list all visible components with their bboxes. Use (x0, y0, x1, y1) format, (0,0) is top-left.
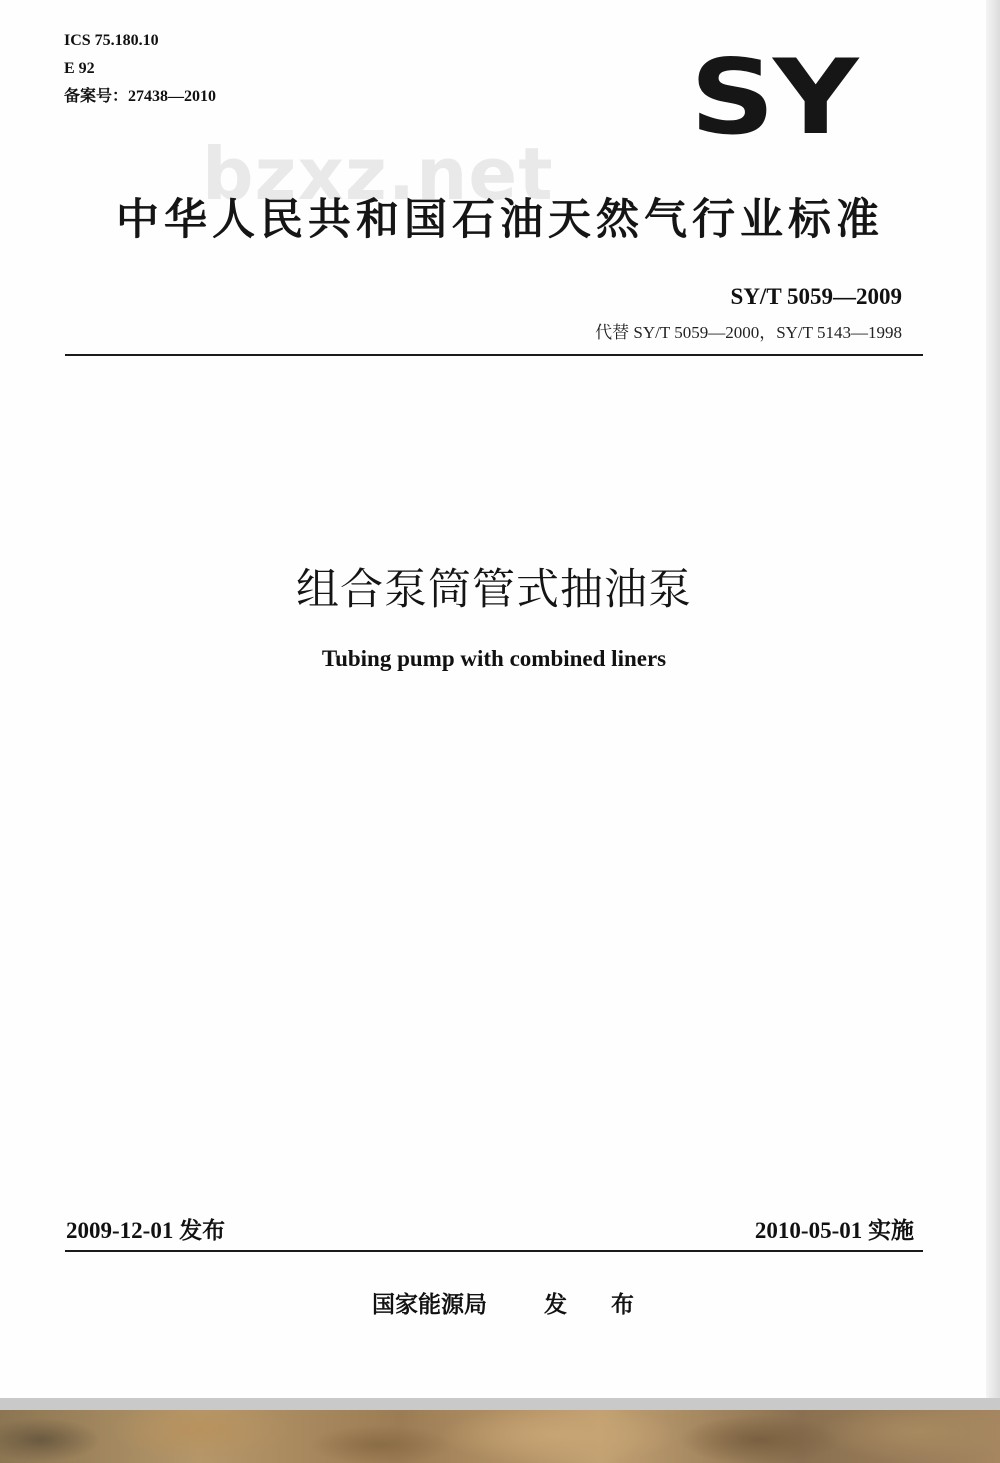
scan-border (0, 1398, 1000, 1410)
replaces-standards: 代替 SY/T 5059—2000，SY/T 5143—1998 (595, 323, 902, 342)
watermark: bzxz.net (202, 132, 554, 216)
issue-date: 2009-12-01 发布 (66, 1218, 226, 1243)
publish-label: 发 布 (544, 1292, 653, 1318)
industry-standard-title: 中华人民共和国石油天然气行业标准 (116, 195, 884, 245)
record-number: 备案号：27438—2010 (64, 88, 217, 105)
classification-code: E 92 (64, 60, 95, 77)
sy-logo: SY (690, 36, 857, 158)
implementation-date: 2010-05-01 实施 (754, 1218, 914, 1243)
document-title-english: Tubing pump with combined liners (321, 646, 667, 671)
bottom-divider (65, 1250, 923, 1252)
top-divider (65, 354, 923, 356)
background-rock-texture (0, 1410, 1000, 1463)
ics-code: ICS 75.180.10 (64, 32, 159, 49)
document-title-chinese: 组合泵筒管式抽油泵 (296, 565, 692, 615)
standard-number: SY/T 5059—2009 (730, 284, 902, 309)
publisher-name: 国家能源局 (372, 1292, 487, 1318)
